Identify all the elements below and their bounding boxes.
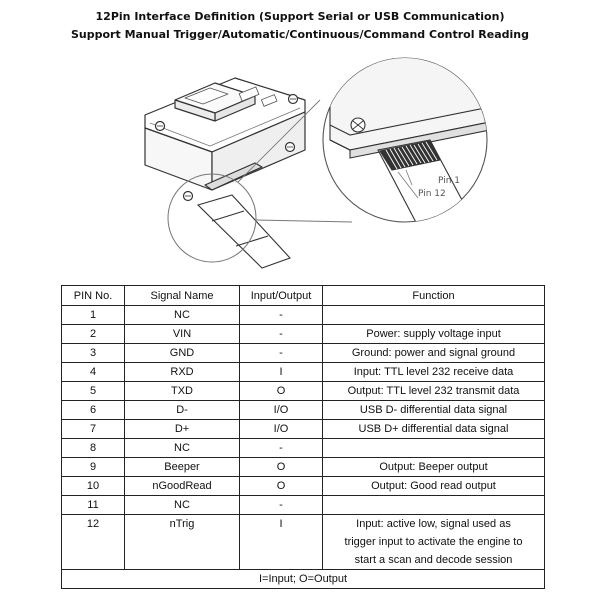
title-line-2: Support Manual Trigger/Automatic/Continuous/Command Control Reading	[71, 28, 529, 41]
table-row	[62, 363, 545, 382]
pin-no-cell: 1	[62, 306, 125, 325]
function-cell: Power: supply voltage input	[323, 325, 545, 344]
function-cell: USB D+ differential data signal	[323, 420, 545, 439]
io-legend-footnote: I=Input; O=Output	[62, 570, 545, 589]
pin-no-cell: 4	[62, 363, 125, 382]
io-cell: -	[240, 439, 323, 458]
pin-no-cell: 3	[62, 344, 125, 363]
function-cell: USB D- differential data signal	[323, 401, 545, 420]
header-pin-no: PIN No.	[62, 286, 125, 306]
function-cell: Ground: power and signal ground	[323, 344, 545, 363]
signal-name-cell: D-	[125, 401, 240, 420]
signal-name-cell: Beeper	[125, 458, 240, 477]
header-input-output: Input/Output	[240, 286, 323, 306]
table-row	[62, 420, 545, 439]
table-row	[62, 515, 545, 570]
function-cell	[323, 515, 545, 570]
signal-name-cell: NC	[125, 306, 240, 325]
signal-name-cell: GND	[125, 344, 240, 363]
function-cell	[323, 496, 545, 515]
pin-no-cell: 8	[62, 439, 125, 458]
table-row	[62, 496, 545, 515]
module-illustration	[0, 50, 600, 280]
pin1-label: Pin 1	[438, 176, 461, 186]
io-cell: I/O	[240, 420, 323, 439]
pin-no-cell: 5	[62, 382, 125, 401]
table-row	[62, 306, 545, 325]
io-cell: I	[240, 515, 323, 570]
table-footnote-row	[62, 570, 545, 589]
function-cell: Output: TTL level 232 transmit data	[323, 382, 545, 401]
io-cell: -	[240, 306, 323, 325]
pin-no-cell: 11	[62, 496, 125, 515]
table-row	[62, 344, 545, 363]
title-line-1: 12Pin Interface Definition (Support Serial or USB Communication)	[95, 10, 505, 23]
io-cell: O	[240, 477, 323, 496]
signal-name-cell: VIN	[125, 325, 240, 344]
signal-name-cell: RXD	[125, 363, 240, 382]
table-header-row	[62, 286, 545, 306]
signal-name-cell: TXD	[125, 382, 240, 401]
header-function: Function	[323, 286, 545, 306]
pin-no-cell: 2	[62, 325, 125, 344]
function-cell: Output: Beeper output	[323, 458, 545, 477]
function-line: Input: active low, signal used as	[356, 518, 511, 530]
table-row	[62, 401, 545, 420]
io-cell: I	[240, 363, 323, 382]
signal-name-cell: D+	[125, 420, 240, 439]
pin-no-cell: 9	[62, 458, 125, 477]
pin-no-cell: 7	[62, 420, 125, 439]
io-cell: -	[240, 325, 323, 344]
io-cell: -	[240, 496, 323, 515]
io-cell: -	[240, 344, 323, 363]
table-row	[62, 325, 545, 344]
io-cell: O	[240, 382, 323, 401]
table-row	[62, 439, 545, 458]
pin12-label: Pin 12	[418, 189, 446, 199]
table-row	[62, 477, 545, 496]
zoom-detail	[323, 50, 500, 230]
header-signal-name: Signal Name	[125, 286, 240, 306]
signal-name-cell: NC	[125, 496, 240, 515]
table-row	[62, 382, 545, 401]
pin-definition-table	[61, 285, 545, 589]
function-cell	[323, 306, 545, 325]
function-cell: Output: Good read output	[323, 477, 545, 496]
ribbon-cable-drawing	[198, 195, 290, 268]
function-line: trigger input to activate the engine to	[344, 536, 523, 548]
signal-name-cell: nGoodRead	[125, 477, 240, 496]
io-cell: I/O	[240, 401, 323, 420]
table-row	[62, 458, 545, 477]
pin-no-cell: 12	[62, 515, 125, 570]
signal-name-cell: nTrig	[125, 515, 240, 570]
function-line: start a scan and decode session	[354, 554, 513, 566]
function-cell: Input: TTL level 232 receive data	[323, 363, 545, 382]
signal-name-cell: NC	[125, 439, 240, 458]
pin-no-cell: 10	[62, 477, 125, 496]
pin-no-cell: 6	[62, 401, 125, 420]
function-cell	[323, 439, 545, 458]
io-cell: O	[240, 458, 323, 477]
zoom-line-bottom	[256, 220, 352, 222]
